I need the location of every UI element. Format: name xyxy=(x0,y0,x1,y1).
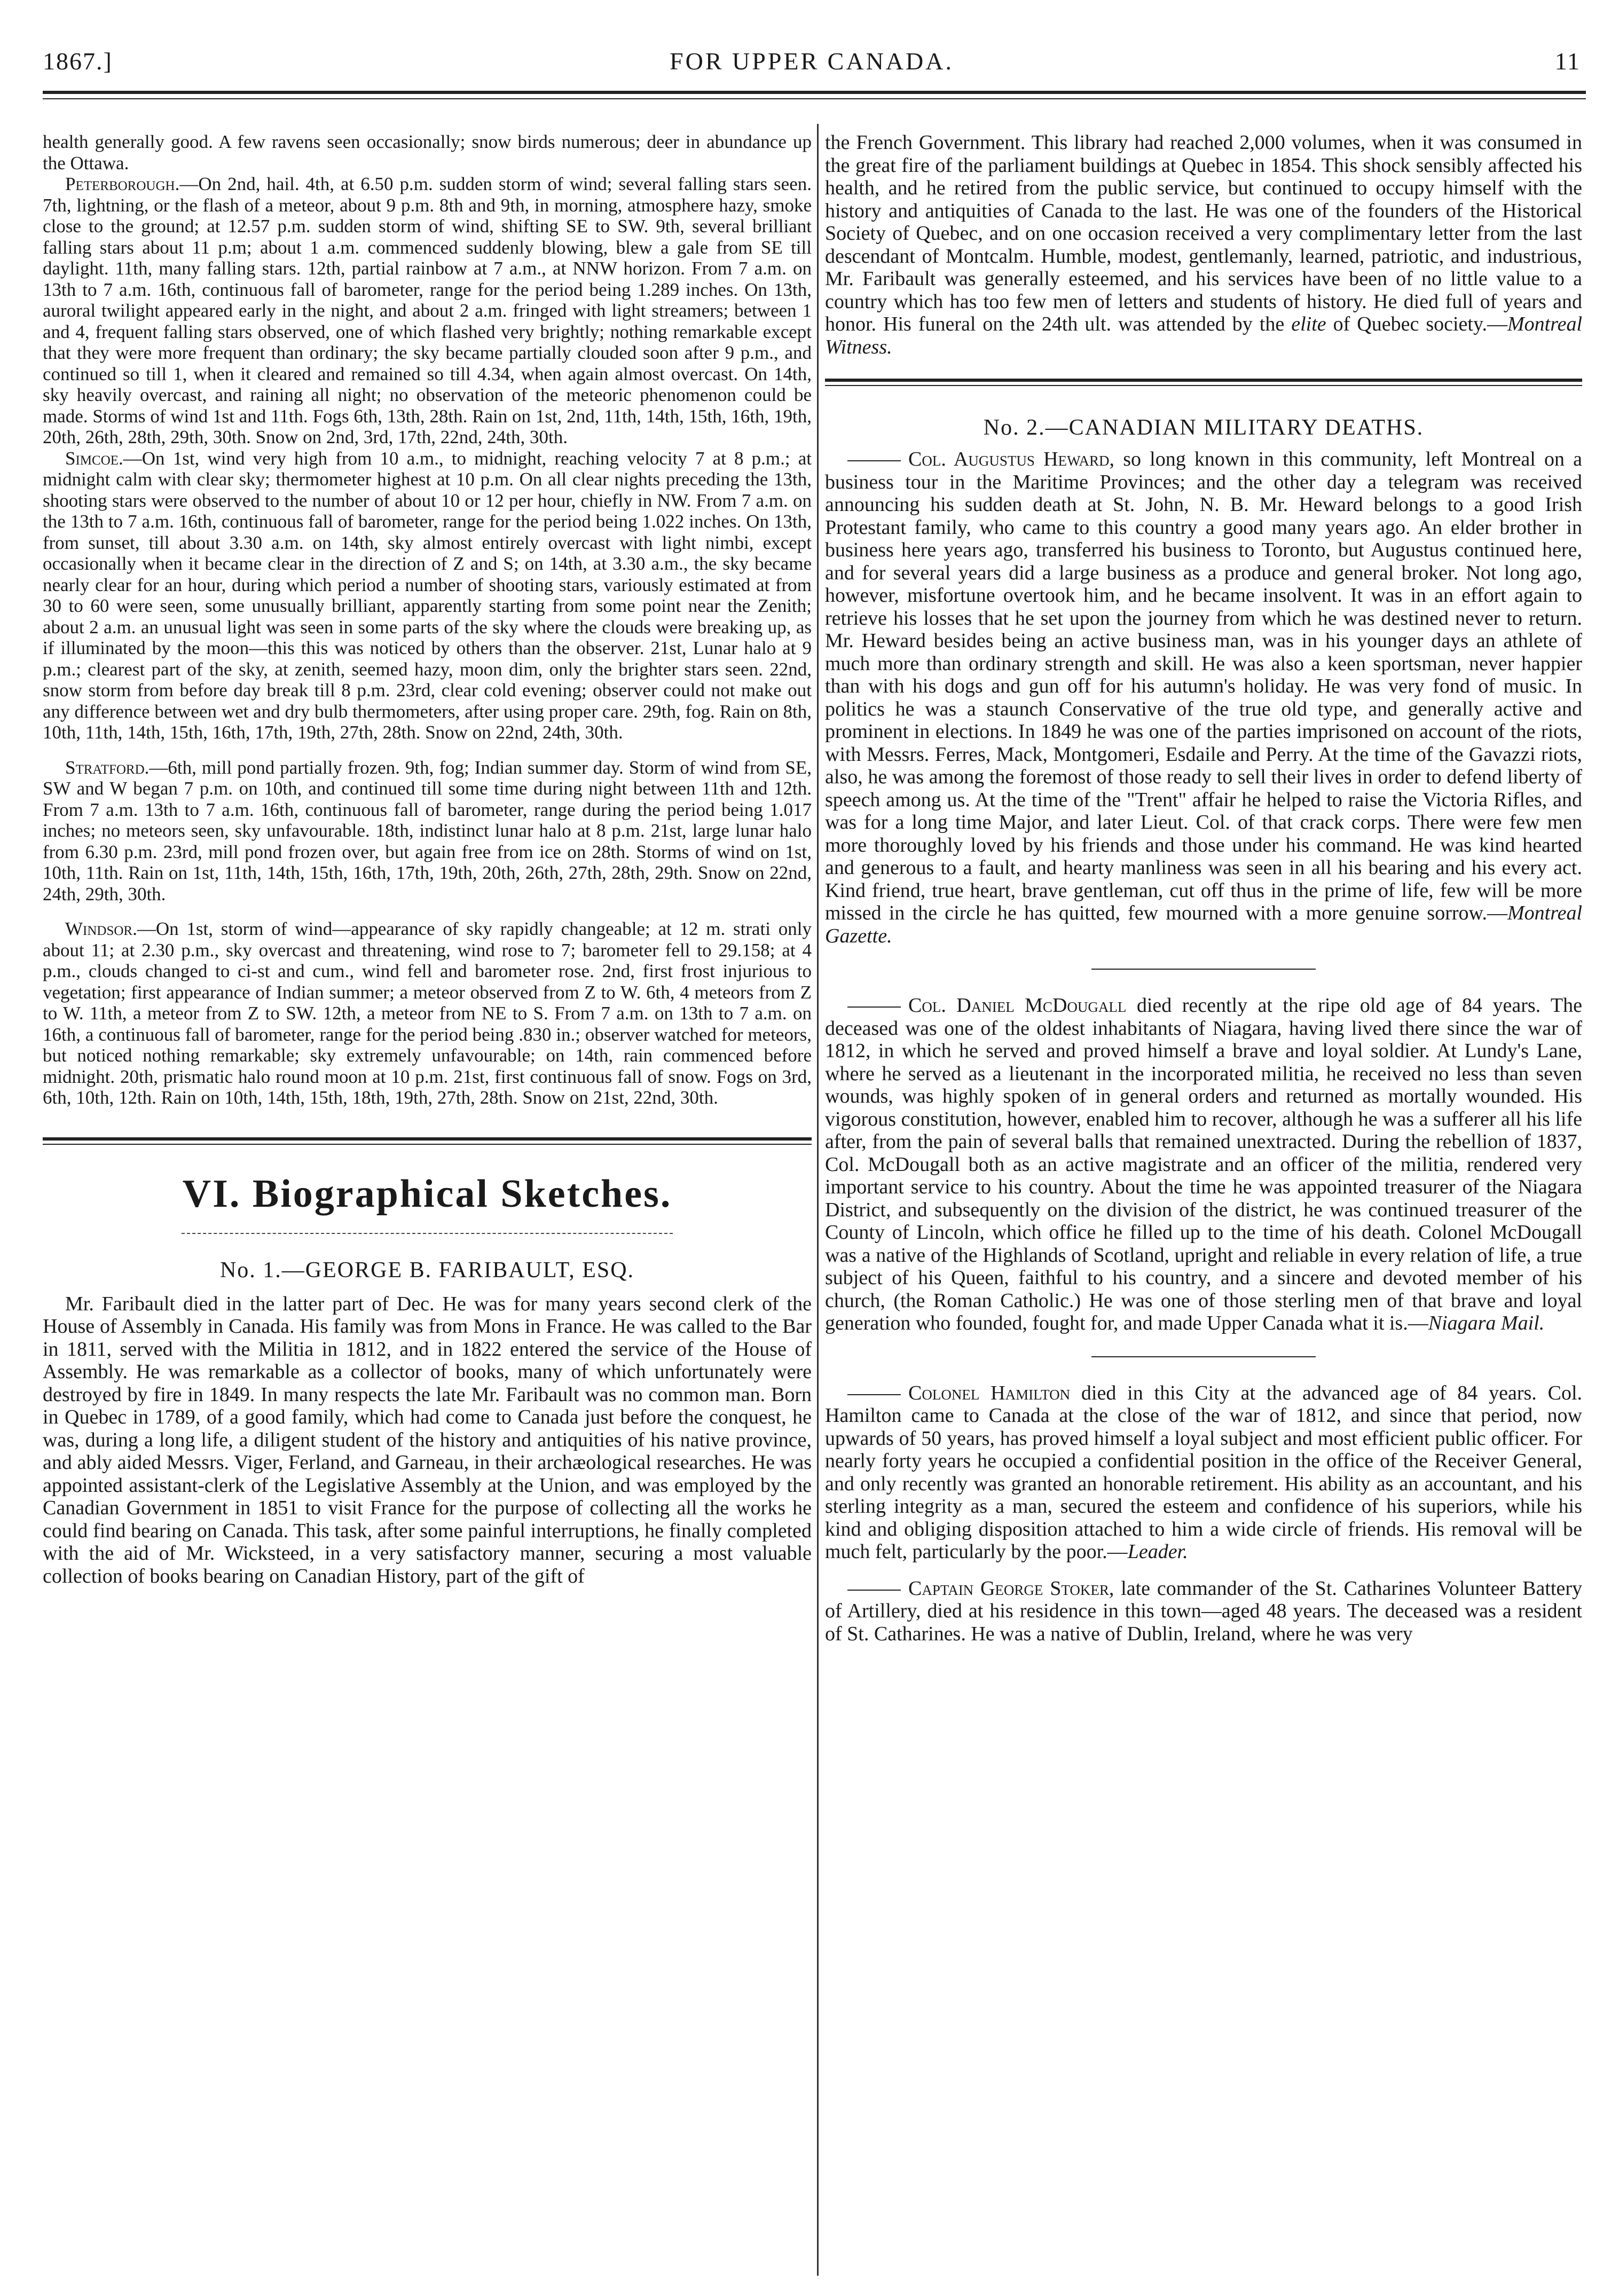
lead-dash xyxy=(847,1007,901,1008)
obit-heward xyxy=(825,448,1582,947)
obit-text: so long known in this community, left Montreal on a business tour in the Maritime Provinces; and the other day a telegram was received announcing his sudden death at St. John, N. B. Mr. Heward belongs to a good Irish Protestant family, who came to this country a good many years ago. An elder brother in business here years ago, transferred his business to Toronto, but Augustus continued here, and for several years did a large business as a produce and general broker. Not long ago, however, misfortune overtook him, and he became insolvent. It was in an effort again to retrieve his losses that he set upon the journey from which he was destined never to return. Mr. Heward besides being an active business man, was in his younger days an athlete of much more than ordinary strength and skill. He was also a keen sportsman, never happier than with his dogs and gun off for his autumn's holiday. He was very fond of music. In politics he was a staunch Conservative of the true old type, and generally active and prominent in elections. In 1849 he was one of the parties imprisoned on account of the riots, with Messrs. Ferres, Mack, Montgomeri, Esdaile and Perry. At the time of the Gavazzi riots, also, he was among the foremost of those ready to sell their lives in order to defend liberty of speech among us. At the time of the "Trent" affair he helped to raise the Victoria Rifles, and was for a long time Major, and later Lieut. Col. of that crack corps. There were few men more thoroughly loved by his friends and those under his command. He was kind hearted and generous to a fault, and hearty manliness was seen in all his bearing and his every act. Kind friend, true heart, brave gentleman, cut off thus in the prime of life, few will be more missed in the circle he has quitted, few mourned with a more genuine sorrow.— xyxy=(825,448,1582,924)
report-windsor xyxy=(43,918,812,1108)
bio1-continuation xyxy=(825,131,1582,358)
spacer xyxy=(825,1563,1582,1577)
obit-hamilton xyxy=(825,1382,1582,1563)
report-simcoe xyxy=(43,448,812,743)
section-rule-thin xyxy=(43,1144,812,1145)
bio1-end-text: of Quebec society.— xyxy=(1333,313,1507,335)
obit-separator xyxy=(1091,1356,1316,1357)
obit-text: died recently at the ripe old age of 84 years. The deceased was one of the oldest inhabitants of Niagara, having lived there since the war of 1812, in which he served and proved himself a brave and loyal soldier. At Lundy's Lane, where he served as a lieutenant in the incorporated militia, he received no less than seven wounds, was highly spoken of in general orders and returned as mortally wounded. His vigorous constitution, however, enabled him to recover, although he was a sufferer all his life after, from the pain of several balls that remained unextracted. During the rebellion of 1837, Col. McDougall both as an active magistrate and an officer of the militia, rendered very important service to his country. About the time he was appointed treasurer of the Niagara District, and subsequently on the division of the district, he was continued treasurer of the County of Lincoln, which office he filled up to the time of his death. Colonel McDougall was a native of the Highlands of Scotland, upright and reliable in every relation of life, a true subject of his Queen, faithful to his country, and a sincere and devoted member of his church, (the Roman Catholic.) He was one of those sterling men of that brave and loyal generation who founded, fought for, and made Upper Canada what it is.— xyxy=(825,994,1583,1334)
right-column xyxy=(825,131,1582,1645)
page-header xyxy=(43,47,1581,84)
obit-stoker xyxy=(825,1577,1582,1646)
obit-source: Niagara Mail. xyxy=(1428,1312,1545,1334)
obit-name: Col. Augustus Heward, xyxy=(908,448,1114,470)
obit-separator xyxy=(1091,969,1316,970)
bio1-text: Mr. Faribault died in the latter part of Dec. He was for many years second clerk of the House of Assembly in Canada. His family was from Mons in France. He was called to the Bar in 1811, served with the Militia in 1812, and in 1822 entered the service of the House of Assembly. He was remarkable as a collector of books, many of which unfortunately were destroyed by fire in 1849. In many respects the late Mr. Faribault was no common man. Born in Quebec in 1789, of a good family, which had come to Canada just before the conquest, he was, during a long life, a diligent student of the history and antiquities of his native province, and ably aided Messrs. Viger, Ferland, and Garneau, in their archæological researches. He was appointed assistant-clerk of the Legislative Assembly at the Union, and was employed by the Canadian Government in 1851 to visit France for the purpose of collecting all the works he could find bearing on Canada. This task, after some painful interruptions, he finally completed with the aid of Mr. Wicksteed, in a very satisfactory manner, securing a most valuable collection of books bearing on Canadian History, part of the gift of xyxy=(43,1292,812,1587)
report-text: —On 2nd, hail. 4th, at 6.50 p.m. sudden storm of wind; several falling stars seen. 7th, lightning, or the flash of a meteor, about 9 p.m. 8th and 9th, in morning, atmosphere hazy, smoke close to the ground; at 12.57 p.m. sudden storm of wind, shifting SE to SW. 9th, several brilliant falling stars about 11 p.m; about 1 a.m. commenced suddenly blowing, blew a gale from SE till daylight. 11th, many falling stars. 12th, partial rainbow at 7 a.m., at NNW horizon. From 7 a.m. on 13th to 7 a.m. 16th, continuous fall of barometer, range for the period being 1.289 inches. On 13th, auroral twilight appeared early in the night, and about 2 a.m. fringed with light streamers; between 1 and 4, frequent falling stars observed, one of which flashed very brightly; nothing remarkable except that they were more frequent than ordinary; the sky became partially clouded soon after 9 p.m., and continued so till 1, when it cleared and remained so till 4.34, when again almost overcast. On 14th, sky heavily overcast, and raining all night; no observation of the meteoric phenomenon could be made. Storms of wind 1st and 11th. Fogs 6th, 13th, 28th. Rain on 1st, 2nd, 11th, 14th, 15th, 16th, 19th, 20th, 26th, 28th, 29th, 30th. Snow on 2nd, 3rd, 17th, 22nd, 24th, 30th. xyxy=(43,174,812,447)
bio2-rule-thick xyxy=(825,379,1582,382)
obit-source: Leader. xyxy=(1127,1540,1188,1563)
lead-dash xyxy=(847,1394,901,1395)
place-name: Stratford. xyxy=(65,757,150,778)
obit-name: Col. Daniel McDougall xyxy=(908,994,1127,1017)
weather-intro: health generally good. A few ravens seen occasionally; snow birds numerous; deer in abundance up the Ottawa. xyxy=(43,131,812,174)
bio1-source: Montreal Witness. xyxy=(825,313,1583,358)
spacer xyxy=(43,905,812,918)
header-year: 1867.] xyxy=(43,48,113,75)
running-title: FOR UPPER CANADA. xyxy=(670,48,954,75)
lead-dash xyxy=(847,460,901,461)
section-name: Biographical Sketches. xyxy=(252,1171,672,1216)
column-divider xyxy=(817,124,819,2276)
header-rule-thin xyxy=(43,98,1586,99)
obit-name: Colonel Hamilton xyxy=(908,1381,1071,1404)
report-text: —6th, mill pond partially frozen. 9th, fog; Indian summer day. Storm of wind from SE, SW and W began 7 p.m. on 10th, and continued till some time during night between 11th and 12th. From 7 a.m. 13th to 7 a.m. 16th, continuous fall of barometer, range during the period being 1.017 inches; no meteors seen, sky unfavourable. 18th, indistinct lunar halo at 8 p.m. 21st, large lunar halo from 6.30 p.m. 23rd, mill pond frozen over, but again free from ice on 28th. Storms of wind on 1st, 10th, 11th. Rain on 1st, 11th, 14th, 15th, 16th, 17th, 19th, 20th, 26th, 27th, 28th, 29th. Snow on 22nd, 24th, 29th, 30th. xyxy=(43,757,812,905)
section-number: VI. xyxy=(182,1171,241,1216)
bio1-elite: elite xyxy=(1291,313,1326,335)
report-text: —On 1st, wind very high from 10 a.m., to midnight, reaching velocity 7 at 8 p.m.; at midnight calm with clear sky; thermometer highest at 10 p.m. On all clear nights preceding the 13th, shooting stars were observed to the number of about 10 or 12 per hour, chiefly in NW. From 7 a.m. on the 13th to 7 a.m. 16th, continuous fall of barometer, range for the period being 1.022 inches. On 13th, from sunset, till about 3.30 a.m. on 14th, sky almost entirely overcast with light nimbi, except occasionally when it became clear in the direction of Z and S; on 14th, at 3.30 a.m., the sky became nearly clear for an hour, during which period a number of shooting stars, variously estimated at from 30 to 60 were seen, some unusually brilliant, apparently starting from some point near the Zenith; about 2 a.m. an unusual light was seen in some parts of the sky where the clouds were breaking up, as if illuminated by the moon—this this was noticed by others than the observer. 21st, Lunar halo at 9 p.m.; clearest part of the sky, at zenith, seemed hazy, moon dim, only the brighter stars seen. 22nd, snow storm from before day break till 8 p.m. 23rd, clear cold evening; observer could not make out any difference between wet and dry bulb thermometers, after using proper care. 29th, fog. Rain on 8th, 10th, 11th, 14th, 15th, 16th, 17th, 19th, 27th, 28th. Snow on 22nd, 24th, 30th. xyxy=(43,447,812,743)
lead-dash xyxy=(847,1590,901,1591)
obit-text: died in this City at the advanced age of 84 years. Col. Hamilton came to Canada at the close of the war of 1812, and since that period, now upwards of 50 years, has proved himself a loyal subject and most efficient public officer. For nearly forty years he occupied a confidential position in the office of the Receiver General, and only recently was granted an honorable retirement. His ability as an accountant, and his sterling integrity as a man, secured the esteem and confidence of his superiors, while his kind and obliging disposition attached to him a wide circle of friends. His removal will be much felt, particularly by the poor.— xyxy=(825,1381,1583,1563)
obit-source: Montreal Gazette. xyxy=(825,902,1582,947)
bio1-heading: No. 1.—GEORGE B. FARIBAULT, ESQ. xyxy=(219,1257,635,1283)
page-number: 11 xyxy=(1554,48,1581,75)
bio2-heading: No. 2.—CANADIAN MILITARY DEATHS. xyxy=(983,415,1424,440)
place-name: Simcoe. xyxy=(65,447,123,469)
place-name: Windsor. xyxy=(65,918,137,939)
section-rule-thick xyxy=(43,1137,812,1141)
bio1-cont-text: the French Government. This library had reached 2,000 volumes, when it was consumed in the great fire of the parliament buildings at Quebec in 1854. This shock sensibly affected his health, and he retired from the public service, but continued to occupy himself with the history and antiquities of Canada to the last. He was one of the founders of the Historical Society of Quebec, and on one occasion received a very complimentary letter from the last descendant of Montcalm. Humble, modest, gentlemanly, learned, patriotic, and industrious, Mr. Faribault was generally esteemed, and his services have been of no little value to a country which has too few men of letters and students of history. He died full of years and honor. His funeral on the 24th ult. was attended by the xyxy=(825,131,1582,335)
place-name: Peterborough. xyxy=(65,174,180,194)
obit-text: late commander of the St. Catharines Volunteer Battery of Artillery, died at his residence in this town—aged 48 years. The deceased was a resident of St. Catharines. He was a native of Dublin, Ireland, where he was very xyxy=(825,1577,1582,1645)
header-rule-thick xyxy=(43,91,1586,94)
section-title xyxy=(43,1171,812,1217)
ornamental-rule xyxy=(182,1233,673,1241)
left-column xyxy=(43,131,812,1587)
bio2-rule-thin xyxy=(825,385,1582,386)
report-peterborough xyxy=(43,174,812,448)
spacer xyxy=(43,743,812,757)
report-stratford xyxy=(43,757,812,905)
obit-mcdougall xyxy=(825,994,1582,1335)
report-text: —On 1st, storm of wind—appearance of sky rapidly changeable; at 12 m. strati only about 11; at 2.30 p.m., sky overcast and threatening, wind rose to 7; barometer fell to 29.158; at 4 p.m., clouds changed to ci-st and cum., wind fell and barometer rose. 2nd, first frost injurious to vegetation; first appearance of Indian summer; a meteor observed from Z to W. 6th, 4 meteors from Z to W. 11th, a meteor from Z to SW. 12th, a meteor from NE to S. From 7 a.m. on 13th to 7 a.m. on 16th, a continuous fall of barometer, range for the period being .830 in.; observer watched for meteors, but noticed nothing remarkable; sky extremely unfavourable; on 14th, rain commenced before midnight. 20th, prismatic halo round moon at 10 p.m. 21st, first continuous fall of snow. Fogs on 3rd, 6th, 10th, 12th. Rain on 10th, 14th, 15th, 18th, 19th, 27th, 28th. Snow on 21st, 22nd, 30th. xyxy=(43,918,812,1108)
obit-name: Captain George Stoker, xyxy=(908,1577,1114,1600)
